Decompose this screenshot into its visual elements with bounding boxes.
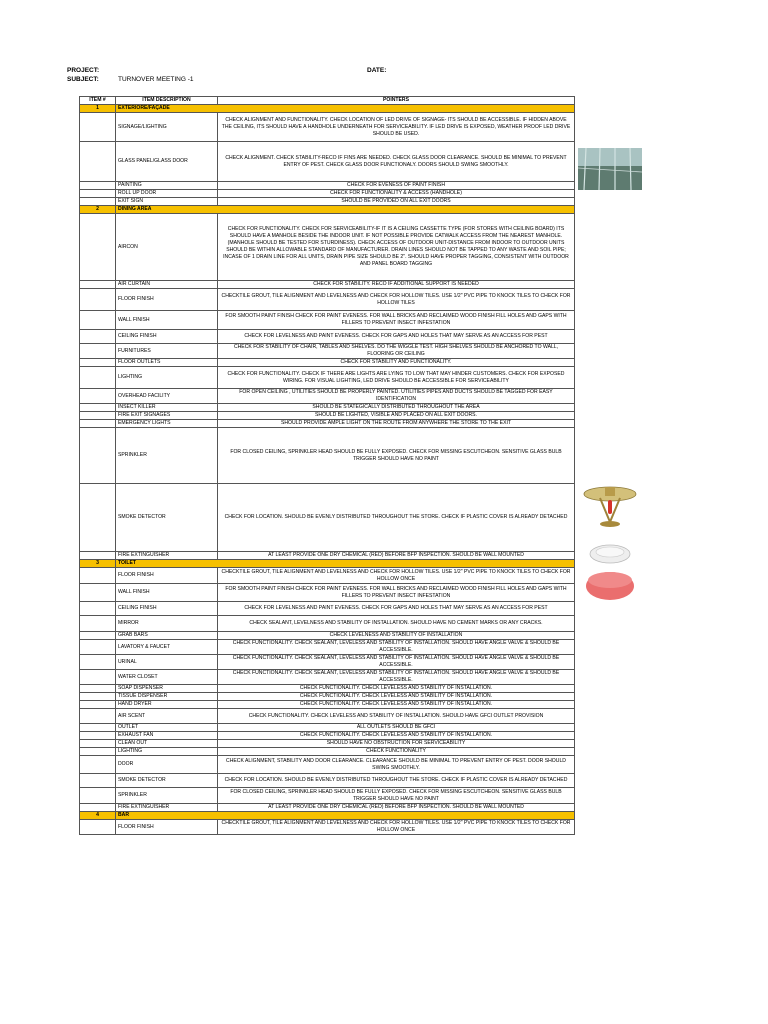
col-pointers-header: POINTERS [218, 97, 575, 105]
table-row [80, 820, 575, 835]
table-row [80, 616, 575, 632]
item-pointers: CHECK FUNCTIONALITY. CHECK SEALANT, LEVELESS AND STABILITY OF INSTALLATION. SHOULD HAVE ANGLE VALVE & SHOULD BE ACCESSIBLE. [218, 670, 575, 685]
table-row [80, 724, 575, 732]
item-number-cell [80, 774, 116, 788]
item-pointers: CHECK FOR LEVELNESS AND PAINT EVENESS. CHECK FOR GAPS AND HOLES THAT MAY SERVE AS AN ACCESS FOR PEST [218, 602, 575, 616]
item-description: FURNITURES [116, 344, 218, 359]
item-number-cell [80, 359, 116, 367]
section-number: 3 [80, 560, 116, 568]
item-description: FLOOR OUTLETS [116, 359, 218, 367]
item-description: GRAB BARS [116, 632, 218, 640]
item-number-cell [80, 367, 116, 389]
table-row [80, 693, 575, 701]
item-description: AIR CURTAIN [116, 281, 218, 289]
table-header-row [80, 97, 575, 105]
item-description: DOOR [116, 756, 218, 774]
item-number-cell [80, 740, 116, 748]
item-description: OVERHEAD FACILITY [116, 389, 218, 404]
item-number-cell [80, 484, 116, 552]
item-number-cell [80, 632, 116, 640]
checklist-table [79, 96, 575, 835]
table-row [80, 214, 575, 281]
section-title: BAR [116, 812, 575, 820]
item-pointers: SHOULD BE STATEGICALLY DISTRIBUTED THROUGHOUT THE AREA [218, 404, 575, 412]
item-number-cell [80, 756, 116, 774]
table-row [80, 756, 575, 774]
date-label: DATE: [367, 67, 387, 74]
item-description: CEILING FINISH [116, 602, 218, 616]
table-row [80, 670, 575, 685]
item-pointers: CHECK FUNCTIONALITY. CHECK SEALANT, LEVELESS AND STABILITY OF INSTALLATION. SHOULD HAVE ANGLE VALVE & SHOULD BE ACCESSIBLE. [218, 640, 575, 655]
section-row [80, 105, 575, 113]
item-pointers: CHECK SEALANT, LEVELNESS AND STABILITY OF INSTALLATION. SHOULD HAVE NO CEMENT MARKS OR ANY CRACKS. [218, 616, 575, 632]
section-row [80, 206, 575, 214]
table-row [80, 289, 575, 311]
item-pointers: CHECK FOR LEVELNESS AND PAINT EVENESS. CHECK FOR GAPS AND HOLES THAT MAY SERVE AS AN ACCESS FOR PEST [218, 330, 575, 344]
item-description: WALL FINISH [116, 311, 218, 330]
table-row [80, 709, 575, 724]
item-description: AIR SCENT [116, 709, 218, 724]
table-row [80, 344, 575, 359]
item-pointers: CHECK FOR STABILITY OF CHAIR, TABLES AND SHELVES. DO THE WIGGLE TEST. HIGH SHELVES SHOULD BE ANCHORED TO WALL, FLOORING OR CEILING [218, 344, 575, 359]
item-number-cell [80, 412, 116, 420]
item-number-cell [80, 701, 116, 709]
subject-label: SUBJECT: [67, 76, 99, 83]
item-number-cell [80, 804, 116, 812]
item-description: FLOOR FINISH [116, 568, 218, 584]
item-number-cell [80, 330, 116, 344]
item-pointers: CHECK FUNCTIONALITY. CHECK LEVELESS AND STABILITY OF INSTALLATION. [218, 693, 575, 701]
table-row [80, 632, 575, 640]
item-number-cell [80, 289, 116, 311]
section-number: 2 [80, 206, 116, 214]
item-number-cell [80, 389, 116, 404]
item-description: LAVATORY & FAUCET [116, 640, 218, 655]
table-row [80, 584, 575, 602]
item-pointers: CHECK FOR LOCATION. SHOULD BE EVENLY DISTRIBUTED THROUGHOUT THE STORE. CHECK IF PLASTIC COVER IS ALREADY DETACHED [218, 484, 575, 552]
section-row [80, 812, 575, 820]
table-row [80, 552, 575, 560]
item-pointers: CHECK FOR FUNCTIONALITY. CHECK IF THERE ARE LIGHTS ARE LYING TO LOW THAT MAY HINDER CUSTOMERS. CHECK FOR EXPOSED WIRING. FOR VISUAL LIGHTING, LED DRIVE SHOULD BE ACCESSIBLE FOR SERVICEABILITY [218, 367, 575, 389]
table-row [80, 732, 575, 740]
item-number-cell [80, 182, 116, 190]
item-description: MIRROR [116, 616, 218, 632]
table-row [80, 701, 575, 709]
item-number-cell [80, 113, 116, 142]
item-pointers: SHOULD PROVIDE AMPLE LIGHT ON THE ROUTE FROM ANYWHERE THE STORE TO THE EXIT [218, 420, 575, 428]
item-number-cell [80, 788, 116, 804]
item-number-cell [80, 214, 116, 281]
item-pointers: AT LEAST PROVIDE ONE DRY CHEMICAL (RED) BEFORE BFP INSPECTION. SHOULD BE WALL MOUNTED [218, 804, 575, 812]
table-row [80, 404, 575, 412]
item-description: SIGNAGE/LIGHTING [116, 113, 218, 142]
table-row [80, 113, 575, 142]
item-pointers: CHECK FOR EVENESS OF PAINT FINISH [218, 182, 575, 190]
item-number-cell [80, 344, 116, 359]
item-pointers: FOR OPEN CEILING , UTILITIES SHOULD BE PROPERLY PAINTED. UTILITIES PIPES AND DUCTS SHOULD BE TAGGED FOR EASY IDENTIFICATION [218, 389, 575, 404]
item-description: EXIT SIGN [116, 198, 218, 206]
item-number-cell [80, 685, 116, 693]
item-description: WATER CLOSET [116, 670, 218, 685]
table-row [80, 420, 575, 428]
item-number-cell [80, 142, 116, 182]
table-row [80, 484, 575, 552]
item-description: EXHAUST FAN [116, 732, 218, 740]
item-pointers: FOR CLOSED CEILING, SPRINKLER HEAD SHOULD BE FULLY EXPOSED. CHECK FOR MISSING ESCUTCHEON. SENSITIVE GLASS BULB TRIGGER SHOULD HAVE NO PAINT [218, 788, 575, 804]
item-pointers: CHECKTILE GROUT, TILE ALIGNMENT AND LEVELNESS AND CHECK FOR HOLLOW TILES. USE 1/2" PVC PIPE TO KNOCK TILES TO CHECK FOR HOLLOW ONCE [218, 820, 575, 835]
table-row [80, 748, 575, 756]
table-row [80, 281, 575, 289]
item-number-cell [80, 655, 116, 670]
table-row [80, 182, 575, 190]
item-pointers: FOR SMOOTH PAINT FINISH CHECK FOR PAINT EVENESS. FOR WALL BRICKS AND RECLAIMED WOOD FINISH FILL HOLES AND GAPS WITH FILLERS TO PREVENT INSECT INFESTATION [218, 311, 575, 330]
item-number-cell [80, 552, 116, 560]
item-pointers: CHECK FUNCTIONALITY. CHECK LEVELESS AND STABILITY OF INSTALLATION. [218, 701, 575, 709]
item-pointers: CHECK FUNCTIONALITY. CHECK SEALANT, LEVELESS AND STABILITY OF INSTALLATION. SHOULD HAVE ANGLE VALVE & SHOULD BE ACCESSIBLE. [218, 655, 575, 670]
table-row [80, 367, 575, 389]
item-number-cell [80, 693, 116, 701]
table-row [80, 190, 575, 198]
item-description: FIRE EXTINGUISHER [116, 552, 218, 560]
item-pointers: CHECK LEVELNESS AND STABILITY OF INSTALLATION [218, 632, 575, 640]
table-row [80, 685, 575, 693]
table-row [80, 359, 575, 367]
item-number-cell [80, 724, 116, 732]
item-number-cell [80, 616, 116, 632]
item-description: SPRINKLER [116, 428, 218, 484]
section-title: DINING AREA [116, 206, 575, 214]
item-pointers: CHECK FOR LOCATION. SHOULD BE EVENLY DISTRIBUTED THROUGHOUT THE STORE. CHECK IF PLASTIC COVER IS ALREADY DETACHED [218, 774, 575, 788]
item-description: FLOOR FINISH [116, 820, 218, 835]
item-number-cell [80, 584, 116, 602]
item-description: LIGHTING [116, 367, 218, 389]
item-description: TISSUE DISPENSER [116, 693, 218, 701]
item-description: SMOKE DETECTOR [116, 484, 218, 552]
table-row [80, 774, 575, 788]
item-number-cell [80, 311, 116, 330]
smoke-detector-photo [578, 540, 642, 606]
item-description: ROLL UP DOOR [116, 190, 218, 198]
item-number-cell [80, 732, 116, 740]
item-number-cell [80, 420, 116, 428]
table-row [80, 640, 575, 655]
section-number: 1 [80, 105, 116, 113]
project-label: PROJECT: [67, 67, 100, 74]
item-description: AIRCON [116, 214, 218, 281]
section-number: 4 [80, 812, 116, 820]
table-row [80, 788, 575, 804]
item-number-cell [80, 404, 116, 412]
table-row [80, 655, 575, 670]
item-description: SPRINKLER [116, 788, 218, 804]
item-pointers: SHOULD HAVE NO OBSTRUCTION FOR SERVICEABILITY [218, 740, 575, 748]
table-row [80, 412, 575, 420]
item-number-cell [80, 602, 116, 616]
table-row [80, 428, 575, 484]
item-description: INSECT KILLER [116, 404, 218, 412]
col-desc-header: ITEM DESCRIPTION [116, 97, 218, 105]
item-number-cell [80, 190, 116, 198]
item-description: CLEAN OUT [116, 740, 218, 748]
item-pointers: ALL OUTLETS SHOULD BE GFCI [218, 724, 575, 732]
item-pointers: FOR SMOOTH PAINT FINISH CHECK FOR PAINT EVENESS. FOR WALL BRICKS AND RECLAIMED WOOD FINISH FILL HOLES AND GAPS WITH FILLERS TO PREVENT INSECT INFESTATION [218, 584, 575, 602]
glass-door-photo [578, 148, 642, 190]
table-row [80, 389, 575, 404]
table-row [80, 142, 575, 182]
section-row [80, 560, 575, 568]
item-description: FLOOR FINISH [116, 289, 218, 311]
item-description: GLASS PANEL/GLASS DOOR [116, 142, 218, 182]
item-pointers: CHECK FOR STABILITY AND FUNCTIONALITY. [218, 359, 575, 367]
item-pointers: SHOULD BE PROVIDED ON ALL EXIT DOORS [218, 198, 575, 206]
item-pointers: CHECK FUNCTIONALITY. CHECK LEVELESS AND STABILITY OF INSTALLATION. [218, 732, 575, 740]
sprinkler-photo [578, 482, 642, 534]
item-number-cell [80, 640, 116, 655]
col-item-header: ITEM # [80, 97, 116, 105]
item-number-cell [80, 281, 116, 289]
item-pointers: FOR CLOSED CEILING, SPRINKLER HEAD SHOULD BE FULLY EXPOSED. CHECK FOR MISSING ESCUTCHEON. SENSITIVE GLASS BULB TRIGGER SHOULD HAVE NO PAINT [218, 428, 575, 484]
table-row [80, 568, 575, 584]
item-number-cell [80, 820, 116, 835]
item-number-cell [80, 198, 116, 206]
item-description: OUTLET [116, 724, 218, 732]
item-pointers: CHECKTILE GROUT, TILE ALIGNMENT AND LEVELNESS AND CHECK FOR HOLLOW TILES. USE 1/2" PVC PIPE TO KNOCK TILES TO CHECK FOR HOLLOW TILES [218, 289, 575, 311]
item-description: WALL FINISH [116, 584, 218, 602]
item-pointers: CHECK FOR FUNCTIONALITY & ACCESS (HANDHOLE) [218, 190, 575, 198]
item-pointers: SHOULD BE LIGHTED, VISIBLE AND PLACED ON ALL EXIT DOORS. [218, 412, 575, 420]
item-description: FIRE EXTINGUISHER [116, 804, 218, 812]
item-pointers: CHECK FOR FUNCTIONALITY. CHECK FOR SERVICEABILITY-IF IT IS A CEILING CASSETTE TYPE (FOR STORES WITH CEILING BOARD) ITS SHOULD HAVE A MANHOLE BESIDE THE INDOOR UNIT. IF NOT POSSIBLE PROVIDE CATWALK ACCESS FROM THE NEAREST MANHOLE. (MANHOLE SHOULD BE TESTED FOR STURDINESS). CHECK ACCESS OF OUTDOOR UNIT-DISTANCE FROM INDOOR TO OUTDOOR UNITS SHOULD BE WITHIN ALLOWABLE STANDARD OF MANUFACTURER. DRAIN LINES SHOULD NOT BE TAPPED TO ANY WASTE AND SOIL PIPE; INCASE OF 1 DRAIN LINE FOR ALL UNITS, DRAIN PIPE SIZE SHOULD BE 2". SHOULD HAVE PROPER TAGGING, CONSISTENT WITH OUTDOOR AND PANEL BOARD TAGGING [218, 214, 575, 281]
table-row [80, 602, 575, 616]
table-row [80, 330, 575, 344]
item-pointers: CHECK FUNCTIONALITY [218, 748, 575, 756]
item-description: EMERGENCY LIGHTS [116, 420, 218, 428]
subject-value: TURNOVER MEETING -1 [118, 76, 194, 83]
item-description: CEILING FINISH [116, 330, 218, 344]
item-number-cell [80, 428, 116, 484]
item-description: FIRE EXIT SIGNAGES [116, 412, 218, 420]
item-pointers: CHECKTILE GROUT, TILE ALIGNMENT AND LEVELNESS AND CHECK FOR HOLLOW TILES. USE 1/2" PVC PIPE TO KNOCK TILES TO CHECK FOR HOLLOW ONCE [218, 568, 575, 584]
table-row [80, 311, 575, 330]
item-pointers: CHECK ALIGNMENT AND FUNCTIONALITY. CHECK LOCATION OF LED DRIVE OF SIGNAGE- ITS SHOULD BE ACCESSIBLE. IF HIDDEN ABOVE THE CEILING, ITS SHOULD HAVE A HANDHOLE UNDERNEATH FOR SERVICEABILITY. IF LED DRIVE IS EXPOSED, WEATHER PROOF LED DRIVE SHOULD BE USED. [218, 113, 575, 142]
item-pointers: CHECK FUNCTIONALITY. CHECK LEVELESS AND STABILITY OF INSTALLATION. [218, 685, 575, 693]
item-pointers: CHECK ALIGNMENT, STABILITY AND DOOR CLEARANCE. CLEARANCE SHOULD BE MINIMAL TO PREVENT ENTRY OF PEST. DOOR SHOULD SWING SMOOTHLY. [218, 756, 575, 774]
table-row [80, 740, 575, 748]
item-description: URINAL [116, 655, 218, 670]
item-number-cell [80, 709, 116, 724]
table-row [80, 198, 575, 206]
item-pointers: CHECK FOR STABILITY. RECO IF ADDITIONAL SUPPORT IS NEEDED [218, 281, 575, 289]
item-description: HAND DRYER [116, 701, 218, 709]
item-pointers: CHECK FUNCTIONALITY. CHECK LEVELESS AND STABILITY OF INSTALLATION. SHOULD HAVE GFCI OUTLET PROVISION [218, 709, 575, 724]
section-title: EXTERIORE/FAÇADE [116, 105, 575, 113]
item-description: SMOKE DETECTOR [116, 774, 218, 788]
table-row [80, 804, 575, 812]
item-number-cell [80, 670, 116, 685]
item-description: LIGHTING [116, 748, 218, 756]
item-description: SOAP DISPENSER [116, 685, 218, 693]
item-number-cell [80, 748, 116, 756]
item-number-cell [80, 568, 116, 584]
item-description: PAINTING [116, 182, 218, 190]
item-pointers: AT LEAST PROVIDE ONE DRY CHEMICAL (RED) BEFORE BFP INSPECTION. SHOULD BE WALL MOUNTED [218, 552, 575, 560]
checklist-body [80, 97, 575, 835]
section-title: TOILET [116, 560, 575, 568]
item-pointers: CHECK ALIGNMENT. CHECK STABILITY-RECO IF FINS ARE NEEDED. CHECK GLASS DOOR CLEARANCE. SHOULD BE MINIMAL TO PREVENT ENTRY OF PEST. CHECK GLASS DOOR FUNCTIONALY. DOORS SHOULD SWING SMOOTHLY. [218, 142, 575, 182]
